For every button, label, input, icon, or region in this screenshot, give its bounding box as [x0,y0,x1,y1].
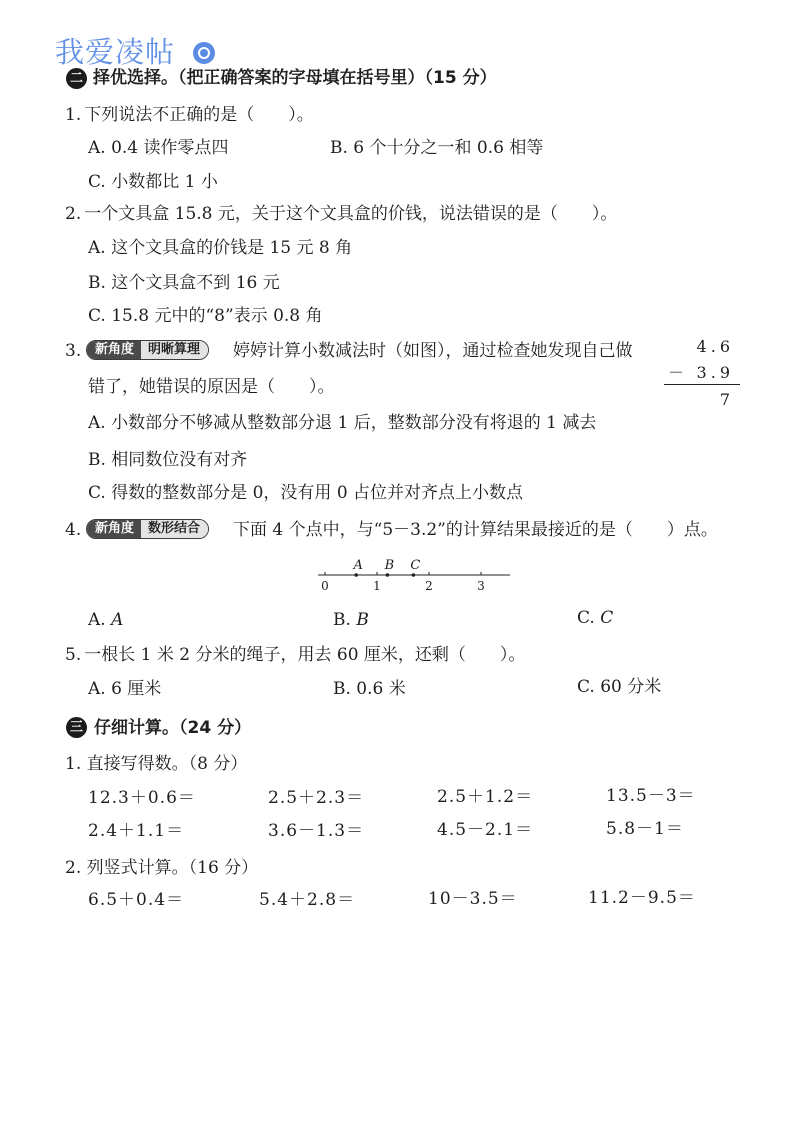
question-number: 5. [65,645,82,665]
number-line-point [412,573,416,577]
oral-calc-item: 2.5＋1.2＝ [437,787,534,807]
logo-badge-icon [193,42,215,64]
oral-calc-item: 2.4＋1.1＝ [88,821,185,841]
number-line-tick-label: 1 [373,579,381,593]
number-line-point [386,573,390,577]
question-number: 1. [65,105,82,125]
question-number: 2. [65,204,82,224]
q5-option-b: B. 0.6 米 [333,679,406,699]
q4-stem: 下面 4 个点中，与“5－3.2”的计算结果最接近的是（ ）点。 [233,520,718,540]
q1-stem-line [65,105,314,125]
q2-option-a: A. 这个文具盒的价钱是 15 元 8 角 [88,238,353,258]
option-prefix: B. [333,610,351,630]
q4-option-b [333,610,369,630]
vertical-calc-item: 5.4＋2.8＝ [259,890,356,910]
oral-calc-item: 3.6－1.3＝ [268,821,365,841]
q3-stem-line2: 错了，她错误的原因是（ ）。 [88,377,335,397]
option-letter: C [600,608,614,628]
number-line-tick-label: 2 [425,579,433,593]
option-prefix: A. [88,610,106,630]
q1-option-b: B. 6 个十分之一和 0.6 相等 [330,138,544,158]
number-line-point-label: C [410,558,421,573]
figure-minus-sign: － [668,363,685,382]
vertical-calc-item: 10－3.5＝ [428,889,518,909]
question-stem: 一个文具盒 15.8 元，关于这个文具盒的价钱，说法错误的是（ ）。 [84,204,618,224]
q2-option-b: B. 这个文具盒不到 16 元 [88,273,280,293]
figure-result-line [664,384,740,385]
number-line [315,552,515,596]
q4-option-a [88,610,123,630]
q5-option-c: C. 60 分米 [577,677,662,697]
calc-sub1-title: 1. 直接写得数。（8 分） [65,754,248,774]
number-line-point [354,573,358,577]
q4-option-c [577,608,613,628]
q4-tag-badge [86,519,209,539]
watermark-logo [55,35,175,69]
calc-sub2-title: 2. 列竖式计算。（16 分） [65,858,259,878]
q3-option-c: C. 得数的整数部分是 0，没有用 0 占位并对齐点上小数点 [88,483,524,503]
badge-new-angle: 新角度 [87,520,141,538]
oral-calc-item: 13.5－3＝ [606,786,696,806]
vertical-calc-item: 6.5＋0.4＝ [88,890,185,910]
oral-calc-item: 4.5－2.1＝ [437,820,534,840]
figure-minuend: 4.6 [696,337,734,356]
number-line-tick-label: 3 [477,579,485,593]
q1-option-c: C. 小数都比 1 小 [88,172,218,192]
option-letter: B [356,610,369,630]
oral-calc-item: 12.3＋0.6＝ [88,788,196,808]
q2-stem-line [65,204,617,224]
number-line-tick-label: 0 [321,579,329,593]
badge-new-angle: 新角度 [87,341,141,359]
section-title-choice: 择优选择。（把正确答案的字母填在括号里）（15 分） [93,68,497,88]
logo-text: 我爱凌帖 [55,35,176,69]
oral-calc-item: 5.8－1＝ [606,819,684,839]
option-prefix: C. [577,608,595,628]
badge-topic: 数形结合 [141,520,208,538]
number-line-point-label: A [353,558,363,573]
q3-option-a: A. 小数部分不够减从整数部分退 1 后，整数部分没有将退的 1 减去 [88,413,597,433]
q4-number: 4. [65,520,82,540]
q3-number: 3. [65,341,82,361]
section-marker-two: 二 [66,68,87,89]
section-marker-three: 三 [66,717,87,738]
q5-stem-line [65,645,525,665]
q3-tag-badge [86,340,209,360]
section-title-calc: 仔细计算。（24 分） [94,718,252,738]
option-letter: A [111,610,124,630]
oral-calc-item: 2.5＋2.3＝ [268,788,365,808]
q1-option-a: A. 0.4 读作零点四 [88,138,229,158]
badge-topic: 明晰算理 [141,341,208,359]
vertical-calc-item: 11.2－9.5＝ [588,888,696,908]
figure-subtrahend: 3.9 [696,363,734,382]
q3-stem-line1: 婷婷计算小数减法时（如图），通过检查她发现自己做 [233,341,633,361]
figure-result: 7 [719,390,734,409]
q5-option-a: A. 6 厘米 [88,679,162,699]
question-stem: 下列说法不正确的是（ ）。 [84,105,314,125]
q2-option-c: C. 15.8 元中的“8”表示 0.8 角 [88,306,323,326]
number-line-point-label: B [384,558,395,573]
q3-option-b: B. 相同数位没有对齐 [88,450,248,470]
question-stem: 一根长 1 米 2 分米的绳子，用去 60 厘米，还剩（ ）。 [84,645,526,665]
